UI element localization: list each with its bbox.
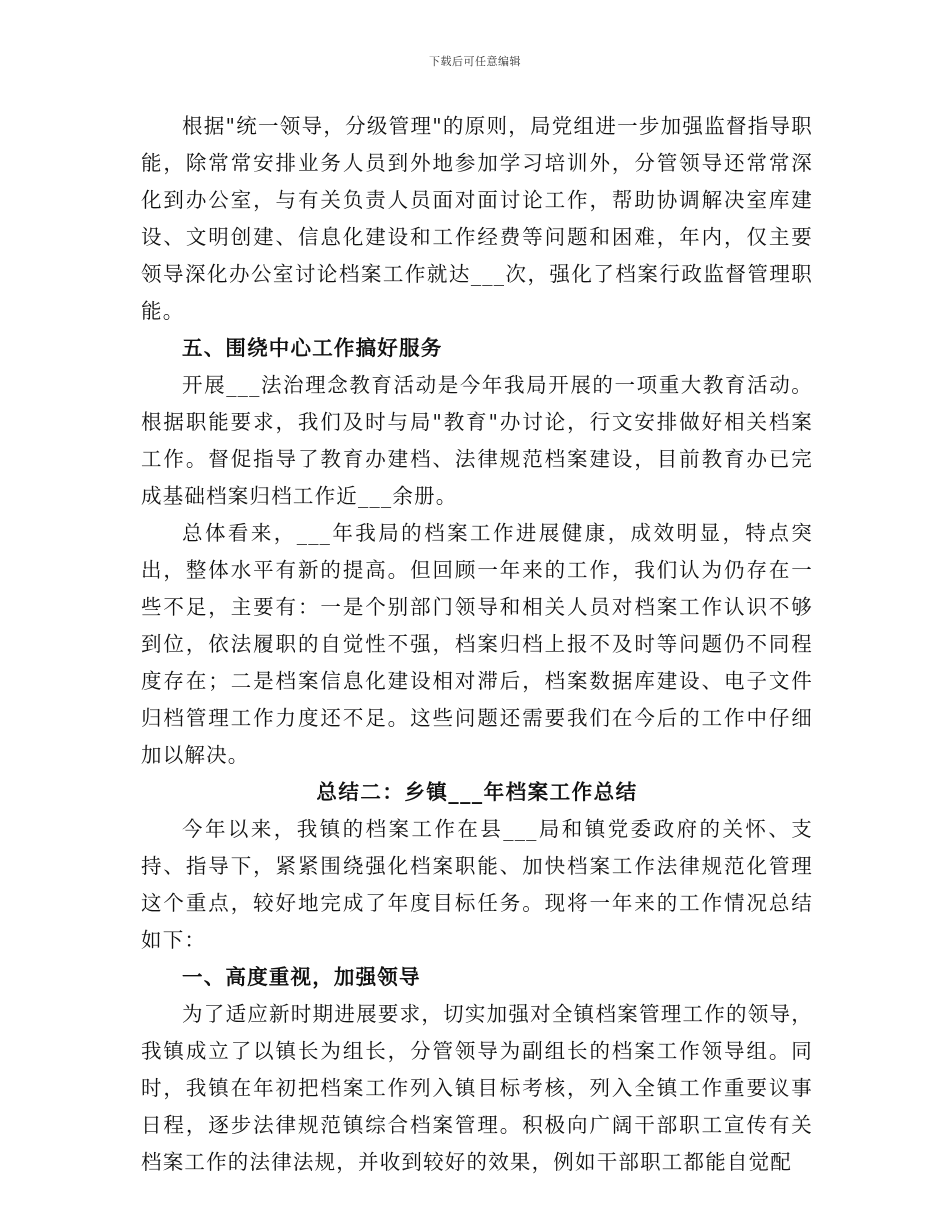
page-header-note: 下载后可任意编辑 (429, 55, 521, 68)
section-heading-one: 一、高度重视，加强领导 (182, 965, 421, 989)
paragraph-education: 开展___法治理念教育活动是今年我局开展的一项重大教育活动。根据职能要求，我们及时与局"教育"办讨论，行文安排做好相关档案工作。督促指导了教育办建档、法律规范档案建设，目前教育办已完成基础档案归档工作近___余册。 (141, 373, 813, 508)
document-body (141, 108, 813, 1181)
summary-two-title: 总结二：乡镇___年档案工作总结 (316, 780, 638, 804)
section-heading-five: 五、围绕中心工作搞好服务 (182, 336, 443, 360)
paragraph-intro: 今年以来，我镇的档案工作在县___局和镇党委政府的关怀、支持、指导下，紧紧围绕强化档案职能、加快档案工作法律规范化管理这个重点，较好地完成了年度目标任务。现将一年来的工作情况总结如下： (141, 817, 813, 952)
paragraph-supervision: 根据"统一领导，分级管理"的原则，局党组进一步加强监督指导职能，除常常安排业务人员到外地参加学习培训外，分管领导还常常深化到办公室，与有关负责人员面对面讨论工作，帮助协调解决室库建设、文明创建、信息化建设和工作经费等问题和困难，年内，仅主要领导深化办公室讨论档案工作就达___次，强化了档案行政监督管理职能。 (141, 114, 813, 323)
paragraph-overall-summary: 总体看来，___年我局的档案工作进展健康，成效明显，特点突出，整体水平有新的提高。但回顾一年来的工作，我们认为仍存在一些不足，主要有：一是个别部门领导和相关人员对档案工作认识不够到位，依法履职的自觉性不强，档案归档上报不及时等问题仍不同程度存在；二是档案信息化建设相对滞后，档案数据库建设、电子文件归档管理工作力度还不足。这些问题还需要我们在今后的工作中仔细加以解决。 (141, 521, 813, 767)
paragraph-leadership: 为了适应新时期进展要求，切实加强对全镇档案管理工作的领导，我镇成立了以镇长为组长，分管领导为副组长的档案工作领导组。同时，我镇在年初把档案工作列入镇目标考核，列入全镇工作重要议事日程，逐步法律规范镇综合档案管理。积极向广阔干部职工宣传有关档案工作的法律法规，并收到较好的效果，例如干部职工都能自觉配 (141, 1002, 813, 1174)
